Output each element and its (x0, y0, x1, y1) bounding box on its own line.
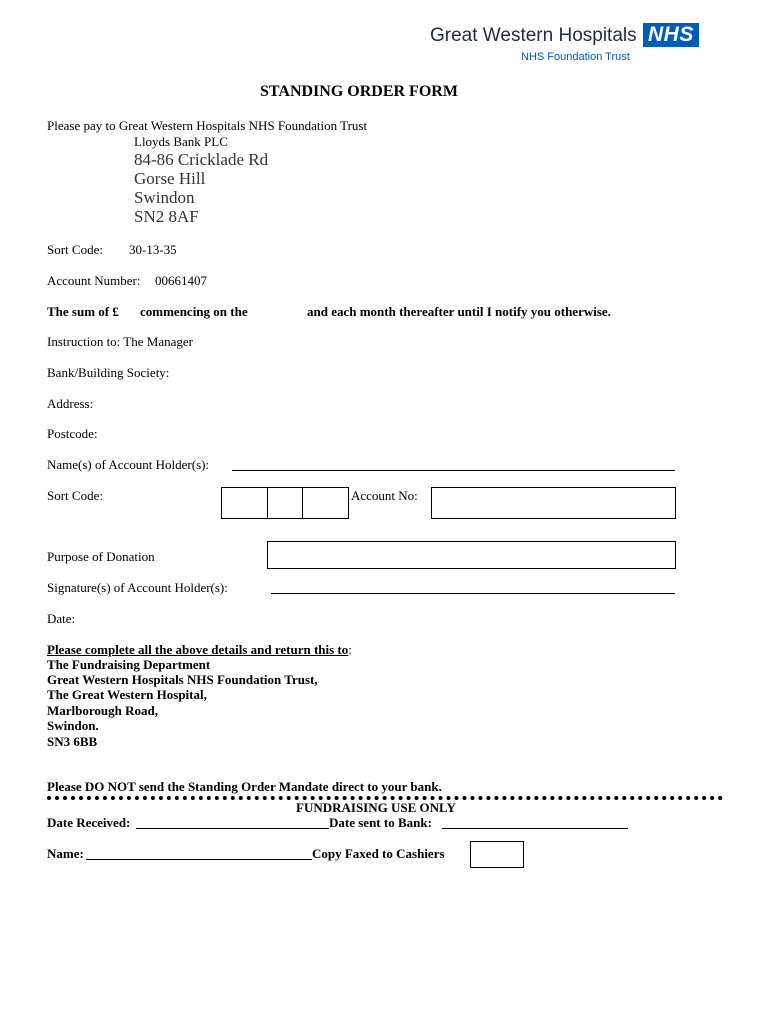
return-address-line: SN3 6BB (47, 734, 98, 749)
payee-address-line: 84-86 Cricklade Rd (134, 150, 269, 169)
return-address-line: Great Western Hospitals NHS Foundation Trust, (47, 672, 318, 687)
return-address-line: The Fundraising Department (47, 657, 211, 672)
return-heading-colon: : (348, 642, 352, 657)
payee-intro: Please pay to Great Western Hospitals NHS Foundation Trust (47, 118, 368, 133)
signature-field[interactable] (271, 593, 675, 594)
bank-society-label: Bank/Building Society: (47, 365, 170, 380)
account-number-value: 00661407 (155, 273, 207, 288)
signature-label: Signature(s) of Account Holder(s): (47, 580, 228, 595)
sort-code-box-2[interactable] (267, 487, 303, 519)
office-name-field[interactable] (86, 859, 312, 860)
date-received-label: Date Received: (47, 815, 131, 830)
payee-address-line: Swindon (134, 188, 195, 207)
commencing-label: commencing on the (140, 304, 248, 319)
office-use-heading: FUNDRAISING USE ONLY (296, 800, 456, 815)
account-no-label: Account No: (351, 488, 418, 503)
page-title: STANDING ORDER FORM (260, 83, 458, 100)
return-address-line: Swindon. (47, 718, 99, 733)
return-heading-row (47, 642, 352, 658)
trust-name: Great Western Hospitals (430, 25, 637, 46)
warning-text: Please DO NOT send the Standing Order Mandate direct to your bank. (47, 779, 442, 794)
account-holders-field[interactable] (232, 470, 675, 471)
date-sent-field[interactable] (442, 828, 628, 829)
sort-code-box-3[interactable] (302, 487, 349, 519)
sum-label: The sum of £ (47, 304, 119, 319)
instruction-label: Instruction to: The Manager (47, 334, 193, 349)
copy-faxed-box[interactable] (470, 841, 524, 868)
sort-code-field-label: Sort Code: (47, 488, 103, 503)
trust-subtitle: NHS Foundation Trust (521, 51, 630, 63)
nhs-logo: NHS (643, 23, 699, 47)
account-no-box[interactable] (431, 487, 676, 519)
sort-code-value: 30-13-35 (129, 242, 177, 257)
postcode-label: Postcode: (47, 426, 98, 441)
account-number-label: Account Number: (47, 273, 141, 288)
date-received-field[interactable] (136, 828, 329, 829)
sort-code-box-1[interactable] (221, 487, 268, 519)
purpose-label: Purpose of Donation (47, 549, 155, 564)
payee-address-line: Gorse Hill (134, 169, 206, 188)
office-name-label: Name: (47, 846, 84, 861)
date-sent-label: Date sent to Bank: (329, 815, 432, 830)
return-address-line: Marlborough Road, (47, 703, 158, 718)
return-address-line: The Great Western Hospital, (47, 687, 207, 702)
address-label: Address: (47, 396, 94, 411)
return-heading: Please complete all the above details and return this to (47, 642, 349, 657)
monthly-label: and each month thereafter until I notify you otherwise. (307, 304, 611, 319)
payee-address-line: SN2 8AF (134, 207, 199, 226)
copy-faxed-label: Copy Faxed to Cashiers (312, 846, 445, 861)
sort-code-label: Sort Code: (47, 242, 103, 257)
payee-bank: Lloyds Bank PLC (134, 134, 228, 149)
purpose-box[interactable] (267, 541, 676, 569)
account-holders-label: Name(s) of Account Holder(s): (47, 457, 210, 472)
date-label: Date: (47, 611, 76, 626)
